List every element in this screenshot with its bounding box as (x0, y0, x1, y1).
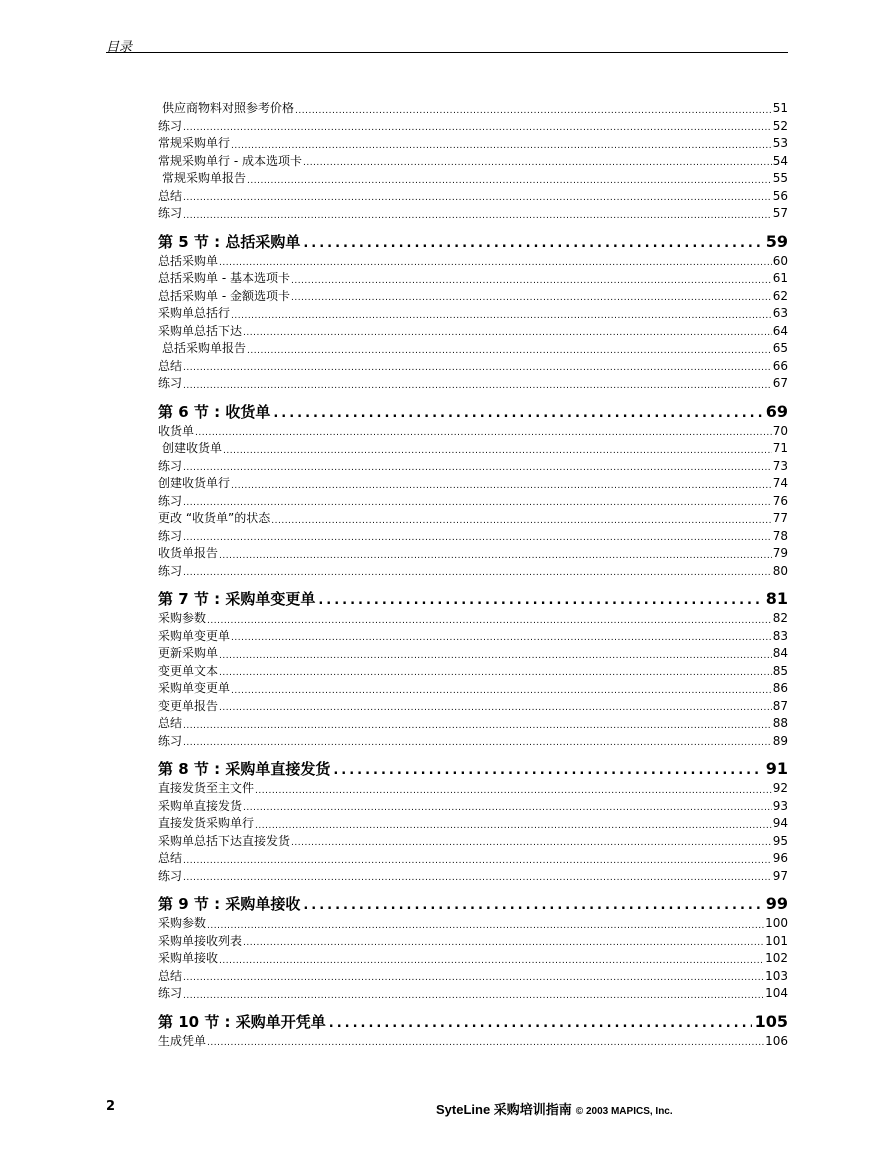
toc-entry-page: 77 (772, 511, 788, 525)
toc-entry-title: 采购参数 (158, 611, 207, 625)
dot-leader (183, 461, 772, 475)
dot-leader (231, 309, 772, 323)
toc-entry-page: 87 (772, 698, 788, 713)
toc-entry[interactable] (158, 153, 788, 171)
dot-leader (329, 1015, 752, 1033)
toc-entry[interactable] (158, 950, 788, 968)
toc-entry[interactable] (158, 663, 788, 681)
toc-entry[interactable] (158, 305, 788, 323)
toc-entry[interactable] (158, 205, 788, 223)
dot-leader (219, 701, 772, 715)
toc-entry-page: 89 (772, 733, 788, 748)
section-heading-page: 105 (754, 1011, 788, 1031)
toc-entry-title: 变更单报告 (158, 698, 219, 713)
section-heading-title: 第 6 节 : 收货单 (158, 402, 271, 421)
toc-entry-page: 55 (772, 171, 788, 185)
toc-section-group (158, 893, 788, 1003)
dot-leader (207, 614, 772, 628)
toc-entry[interactable] (158, 815, 788, 833)
toc-entry[interactable] (158, 628, 788, 646)
dot-leader (273, 405, 762, 423)
toc-entry-page: 73 (772, 458, 788, 473)
dot-leader (207, 919, 764, 933)
dot-leader (219, 256, 772, 270)
dot-leader (231, 684, 772, 698)
section-heading-title: 第 10 节 : 采购单开凭单 (158, 1012, 326, 1031)
toc-entry-page: 95 (772, 833, 788, 848)
toc-entry[interactable] (158, 563, 788, 581)
toc-entry-page: 61 (772, 271, 788, 285)
toc-entry-title: 变更单文本 (158, 663, 219, 678)
toc-entry-page: 60 (772, 253, 788, 268)
toc-entry-title: 总结 (158, 851, 183, 865)
toc-entry-title: 练习 (158, 563, 183, 578)
section-heading-page: 99 (765, 894, 788, 913)
toc-entry-page: 63 (772, 306, 788, 320)
toc-entry-page: 54 (772, 153, 788, 168)
dot-leader (318, 592, 762, 610)
toc-entry-page: 53 (772, 136, 788, 150)
dot-leader (243, 326, 772, 340)
dot-leader (291, 274, 772, 288)
toc-entry[interactable] (158, 358, 788, 376)
dot-leader (291, 291, 772, 305)
toc-entry-title: 直接发货采购单行 (158, 816, 255, 830)
toc-section-group (158, 231, 788, 393)
toc-entry-page: 96 (772, 851, 788, 865)
footer-copyright: © 2003 MAPICS, Inc. (575, 1106, 673, 1117)
toc-entry-page: 80 (772, 563, 788, 578)
toc-entry-title: 练习 (158, 733, 183, 748)
toc-entry-page: 70 (772, 423, 788, 438)
toc-entry-page: 76 (772, 493, 788, 508)
toc-entry-page: 56 (772, 188, 788, 203)
toc-entry-title: 生成凭单 (158, 1033, 207, 1048)
toc-entry-title: 直接发货至主文件 (158, 781, 255, 795)
footer-book-title: SyteLine 采购培训指南 (436, 1102, 572, 1117)
dot-leader (291, 836, 772, 850)
section-heading-title: 第 5 节 : 总括采购单 (158, 232, 301, 251)
toc-entry-page: 71 (772, 441, 788, 455)
dot-leader (231, 139, 772, 153)
toc-entry-title: 总结 (158, 716, 183, 730)
toc-entry[interactable] (158, 850, 788, 868)
toc-entry-title: 练习 (158, 986, 183, 1000)
toc-entry-page: 103 (765, 968, 788, 983)
toc-entry-page: 86 (772, 681, 788, 695)
toc-entry-title: 练习 (158, 206, 183, 220)
toc-entry-title: 采购单直接发货 (158, 798, 243, 813)
toc-entry-title: 采购单变更单 (158, 628, 231, 643)
toc-entry-page: 78 (772, 528, 788, 543)
toc-entry[interactable] (158, 188, 788, 206)
toc-entry-title: 采购单总括下达直接发货 (158, 833, 291, 848)
toc-entry-title: 更改 “收货单”的状态 (158, 511, 271, 525)
dot-leader (255, 819, 772, 833)
toc-entry-title: 总括采购单 (158, 253, 219, 268)
toc-entry[interactable] (158, 270, 788, 288)
toc-entry-title: 练习 (158, 118, 183, 133)
section-heading-title: 第 7 节 : 采购单变更单 (158, 590, 316, 608)
dot-leader (247, 174, 772, 188)
toc-section-heading[interactable] (158, 588, 788, 610)
dot-leader (183, 361, 772, 375)
toc-entry-page: 83 (772, 628, 788, 643)
dot-leader (183, 719, 772, 733)
toc-entry[interactable] (158, 118, 788, 136)
toc-entry-page: 52 (772, 118, 788, 133)
section-heading-page: 59 (765, 231, 788, 251)
toc-entry-title: 总括采购单 - 金额选项卡 (158, 288, 290, 303)
toc-entry[interactable] (158, 610, 788, 628)
table-of-contents (158, 100, 788, 1050)
toc-section-heading[interactable] (158, 1011, 788, 1033)
toc-entry-page: 94 (772, 816, 788, 830)
dot-leader (333, 762, 762, 780)
footer-page-number: 2 (106, 1099, 116, 1114)
toc-entry-title: 采购单总括下达 (158, 323, 243, 338)
toc-section-heading[interactable] (158, 758, 788, 780)
header-rule (106, 52, 788, 53)
toc-entry-title: 更新采购单 (158, 646, 219, 660)
toc-entry[interactable] (158, 868, 788, 886)
toc-entry[interactable] (158, 493, 788, 511)
dot-leader (231, 479, 772, 493)
toc-entry-page: 92 (772, 781, 788, 795)
toc-entry[interactable] (158, 680, 788, 698)
toc-entry-title: 常规采购单报告 (162, 171, 247, 185)
toc-entry-page: 64 (772, 323, 788, 338)
toc-entry[interactable] (158, 833, 788, 851)
dot-leader (183, 531, 772, 545)
toc-entry-page: 104 (765, 986, 788, 1000)
toc-entry-title: 采购单接收 (158, 951, 219, 965)
toc-entry-title: 总结 (158, 968, 183, 983)
toc-entry-title: 常规采购单行 (158, 136, 231, 150)
toc-entry-page: 102 (765, 951, 788, 965)
toc-entry[interactable] (158, 798, 788, 816)
toc-entry[interactable] (158, 968, 788, 986)
toc-entry-title: 总结 (158, 188, 183, 203)
toc-entry-page: 88 (772, 716, 788, 730)
toc-entry-title: 采购单变更单 (158, 681, 231, 695)
toc-entry-title: 总结 (158, 358, 183, 373)
dot-leader (183, 971, 764, 985)
toc-entry[interactable] (158, 440, 788, 458)
toc-entry[interactable] (158, 698, 788, 716)
toc-entry-title: 练习 (158, 528, 183, 543)
toc-entry-title: 总括采购单报告 (162, 341, 247, 355)
toc-entry[interactable] (158, 100, 788, 118)
toc-entry-title: 供应商物料对照参考价格 (162, 101, 295, 115)
toc-entry-title: 采购单总括行 (158, 306, 231, 320)
dot-leader (219, 954, 764, 968)
toc-section-heading[interactable] (158, 231, 788, 253)
toc-entry-page: 65 (772, 341, 788, 355)
toc-entry-page: 66 (772, 358, 788, 373)
toc-entry-page: 51 (772, 101, 788, 115)
toc-section-group (158, 758, 788, 885)
toc-section-group (158, 401, 788, 581)
toc-entry-title: 总括采购单 - 基本选项卡 (158, 271, 290, 285)
toc-entry[interactable] (158, 780, 788, 798)
toc-entry[interactable] (158, 170, 788, 188)
section-heading-page: 81 (765, 589, 788, 608)
toc-entry-title: 采购单接收列表 (158, 933, 243, 948)
toc-entry-title: 练习 (158, 868, 183, 883)
toc-entry[interactable] (158, 423, 788, 441)
toc-entry-page: 57 (772, 206, 788, 220)
toc-entry[interactable] (158, 253, 788, 271)
toc-entry-page: 84 (772, 646, 788, 660)
toc-entry-page: 106 (765, 1033, 788, 1048)
dot-leader (183, 121, 772, 135)
toc-section-group (158, 1011, 788, 1051)
toc-entry-page: 82 (772, 611, 788, 625)
running-header-title: 目录 (106, 40, 133, 55)
dot-leader (183, 496, 772, 510)
dot-leader (183, 871, 772, 885)
dot-leader (271, 514, 771, 528)
section-heading-title: 第 9 节 : 采购单接收 (158, 895, 301, 913)
dot-leader (303, 235, 762, 253)
section-heading-title: 第 8 节 : 采购单直接发货 (158, 760, 331, 778)
toc-entry-title: 练习 (158, 376, 183, 390)
dot-leader (183, 209, 772, 223)
section-heading-page: 69 (765, 401, 788, 421)
dot-leader (231, 631, 772, 645)
toc-entry-title: 创建收货单 (162, 441, 223, 455)
toc-entry[interactable] (158, 288, 788, 306)
dot-leader (183, 191, 772, 205)
dot-leader (183, 566, 772, 580)
toc-entry[interactable] (158, 510, 788, 528)
toc-entry[interactable] (158, 915, 788, 933)
toc-entry[interactable] (158, 458, 788, 476)
toc-entry[interactable] (158, 323, 788, 341)
dot-leader (195, 426, 772, 440)
dot-leader (219, 666, 772, 680)
dot-leader (183, 854, 772, 868)
toc-entry[interactable] (158, 733, 788, 751)
toc-entry[interactable] (158, 985, 788, 1003)
toc-entry-page: 97 (772, 868, 788, 883)
toc-entry-title: 采购参数 (158, 916, 207, 930)
toc-entry-page: 85 (772, 663, 788, 678)
dot-leader (183, 736, 772, 750)
toc-entry[interactable] (158, 475, 788, 493)
toc-entry-title: 创建收货单行 (158, 476, 231, 490)
dot-leader (183, 989, 764, 1003)
toc-entry-title: 常规采购单行 - 成本选项卡 (158, 153, 302, 168)
dot-leader (247, 344, 772, 358)
dot-leader (243, 936, 764, 950)
dot-leader (219, 649, 772, 663)
toc-entry-page: 74 (772, 476, 788, 490)
dot-leader (255, 784, 772, 798)
dot-leader (219, 549, 772, 563)
toc-entry[interactable] (158, 528, 788, 546)
toc-entry[interactable] (158, 135, 788, 153)
dot-leader (223, 444, 772, 458)
toc-entry-page: 100 (765, 916, 788, 930)
toc-section-group (158, 100, 788, 223)
toc-section-heading[interactable] (158, 401, 788, 423)
toc-entry-page: 93 (772, 798, 788, 813)
dot-leader (295, 104, 772, 118)
toc-entry[interactable] (158, 375, 788, 393)
toc-entry-page: 79 (772, 546, 788, 560)
toc-entry[interactable] (158, 545, 788, 563)
toc-entry[interactable] (158, 340, 788, 358)
toc-entry[interactable] (158, 933, 788, 951)
dot-leader (207, 1036, 764, 1050)
dot-leader (183, 379, 772, 393)
section-heading-page: 91 (765, 759, 788, 778)
toc-entry[interactable] (158, 715, 788, 733)
dot-leader (303, 156, 772, 170)
toc-entry-page: 67 (772, 376, 788, 390)
toc-entry[interactable] (158, 1033, 788, 1051)
toc-section-group (158, 588, 788, 750)
toc-entry-title: 练习 (158, 458, 183, 473)
toc-entry-title: 收货单报告 (158, 546, 219, 560)
dot-leader (303, 897, 762, 915)
toc-entry-title: 收货单 (158, 423, 195, 438)
toc-entry-title: 练习 (158, 493, 183, 508)
footer-title (436, 1099, 673, 1118)
toc-entry-page: 101 (765, 933, 788, 948)
toc-entry[interactable] (158, 645, 788, 663)
toc-entry-page: 62 (772, 288, 788, 303)
toc-section-heading[interactable] (158, 893, 788, 915)
dot-leader (243, 801, 772, 815)
